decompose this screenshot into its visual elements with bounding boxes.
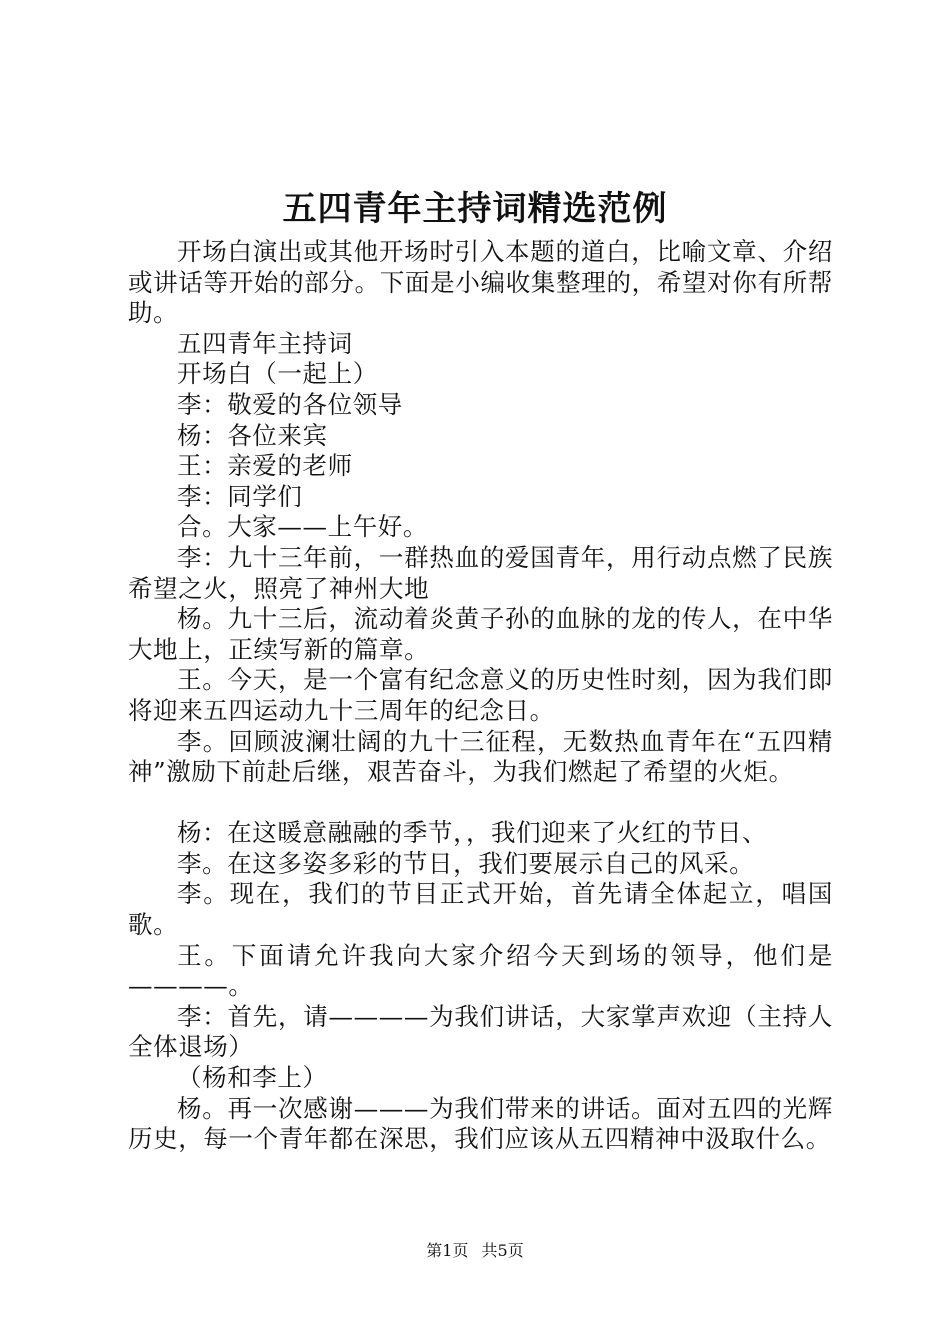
paragraph: 王。今天，是一个富有纪念意义的历史性时刻，因为我们即将迎来五四运动九十三周年的纪念日。 — [128, 665, 833, 725]
paragraph: 五四青年主持词 — [177, 328, 353, 358]
paragraph: 李：首先，请————为我们讲话，大家掌声欢迎（主持人全体退场） — [128, 1001, 833, 1062]
paragraph: 李。现在，我们的节目正式开始，首先请全体起立，唱国歌。 — [128, 879, 833, 940]
paragraph: 杨：各位来宾 — [177, 420, 328, 450]
paragraph: 杨：在这暖意融融的季节，，我们迎来了火红的节日、 — [177, 818, 768, 848]
paragraph: 李：九十三年前，一群热血的爱国青年，用行动点燃了民族希望之火，照亮了神州大地 — [128, 542, 833, 603]
paragraph: 王：亲爱的老师 — [177, 451, 353, 481]
paragraph: （杨和李上） — [177, 1063, 328, 1093]
document-title: 五四青年主持词精选范例 — [282, 189, 668, 229]
paragraph: 李。在这多姿多彩的节日，我们要展示自己的风采。 — [177, 848, 755, 878]
paragraph: 王。下面请允许我向大家介绍今天到场的领导，他们是————。 — [128, 940, 833, 1001]
paragraph: 李：同学们 — [177, 481, 303, 511]
paragraph: 杨。九十三后，流动着炎黄子孙的血脉的龙的传人，在中华大地上，正续写新的篇章。 — [128, 604, 833, 664]
paragraph: 李。回顾波澜壮阔的九十三征程，无数热血青年在“五四精神”激励下前赴后继，艰苦奋斗，为我们燃起了希望的火炬。 — [128, 726, 833, 787]
paragraph: 开场白（一起上） — [177, 359, 378, 389]
paragraph: 开场白演出或其他开场时引入本题的道白，比喻文章、介绍或讲话等开始的部分。下面是小编收集整理的，希望对你有所帮助。 — [128, 237, 833, 328]
paragraph: 杨。再一次感谢———为我们带来的讲话。面对五四的光辉历史，每一个青年都在深思，我们应该从五四精神中汲取什么。 — [128, 1093, 833, 1154]
page-total: 共5页 — [481, 1241, 524, 1260]
paragraph: 合。大家——上午好。 — [177, 512, 428, 542]
document-body — [128, 237, 833, 1155]
page-footer — [0, 1240, 950, 1262]
page-number: 第1页 — [426, 1241, 469, 1260]
blank-line — [128, 788, 833, 819]
paragraph: 李：敬爱的各位领导 — [177, 389, 403, 419]
